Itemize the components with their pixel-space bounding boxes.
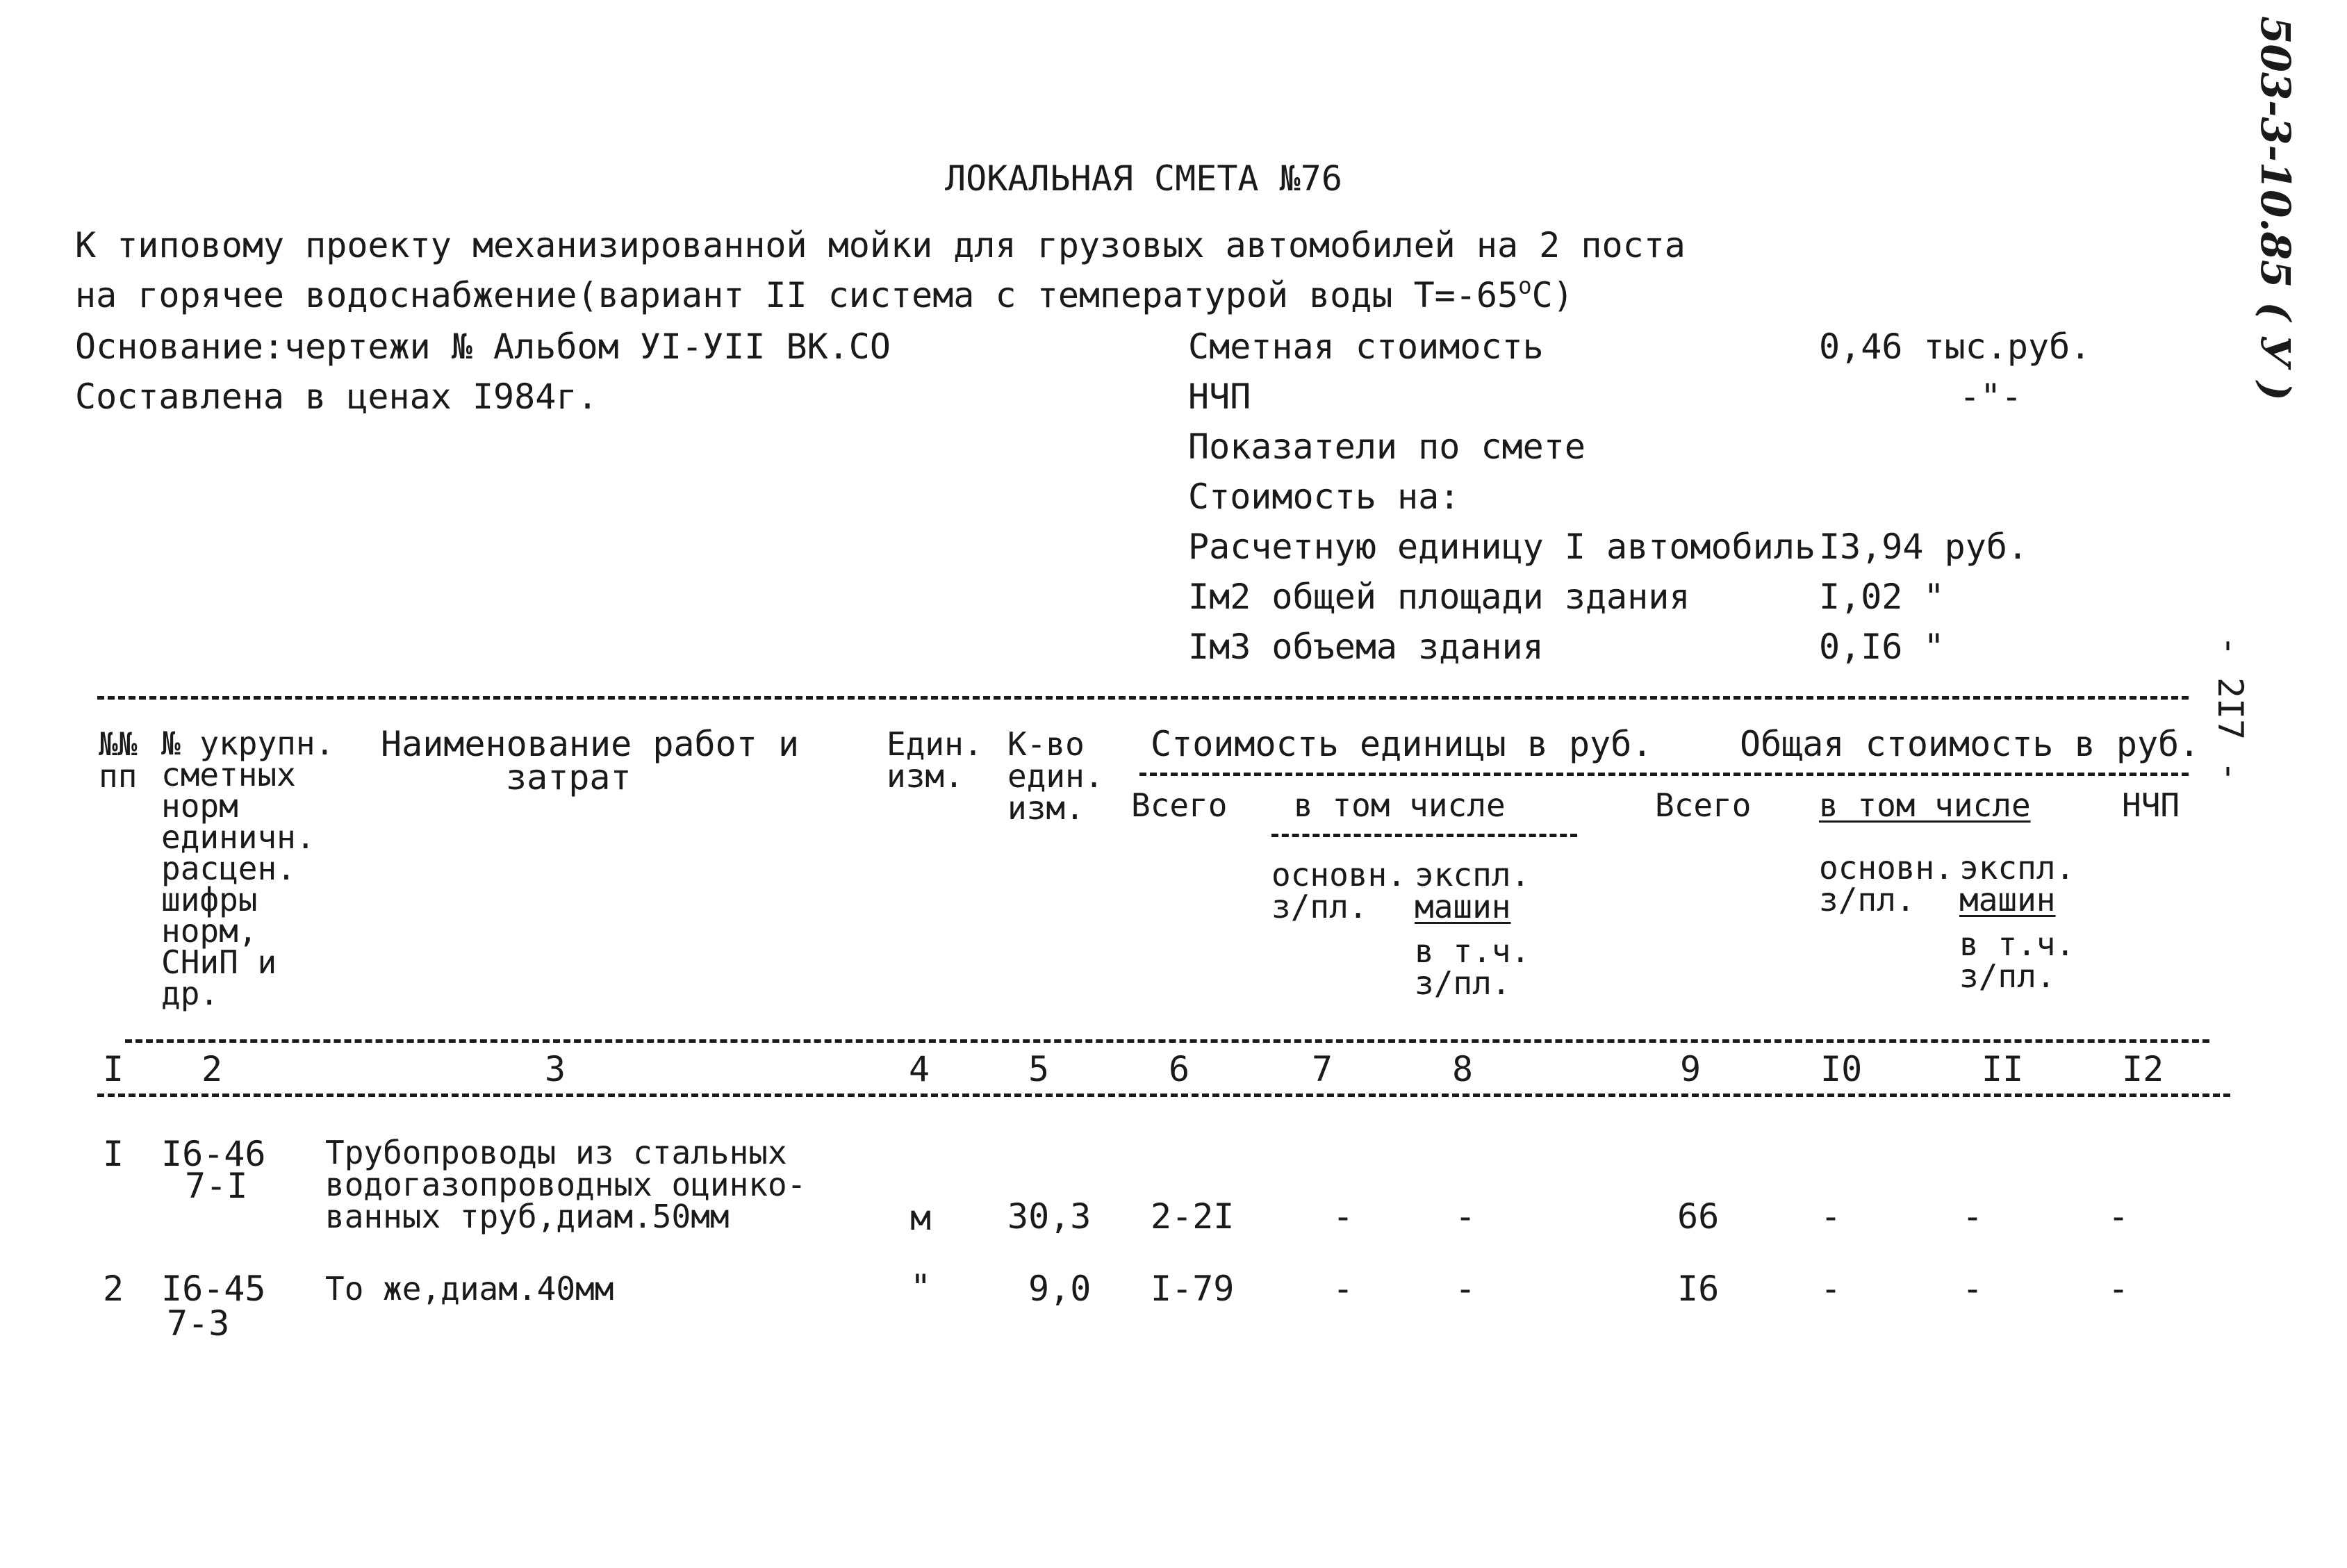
prices-line: Составлена в ценах I984г.: [75, 377, 598, 417]
row-unit-machine: -: [1455, 1196, 1476, 1237]
column-number: 7: [1312, 1049, 1333, 1089]
header-total-machine-l1: экспл.: [1959, 849, 2075, 886]
row-total-machine: -: [1962, 1196, 1984, 1237]
row-total-machine: -: [1962, 1269, 1984, 1309]
estimated-cost-label: Сметная стоимость: [1188, 327, 1544, 367]
column-number: I: [103, 1049, 124, 1089]
per-m3-value: 0,I6 ": [1819, 627, 1945, 667]
header-col5-line2: един.: [1007, 757, 1104, 795]
column-numbers-rule: [97, 1094, 2230, 1097]
header-col2-line: СНиП и: [161, 943, 277, 981]
document-code-text: 503-3-10.85 ( У ): [2252, 16, 2299, 401]
subtitle-line-2: на горячее водоснабжение(вариант II система с температурой воды $Т=-65^оС$): [75, 272, 1574, 315]
page-number: [2209, 625, 2251, 792]
row-unit-wage: -: [1333, 1196, 1354, 1237]
cost-for-label: Стоимость на:: [1188, 477, 1460, 517]
row-code-line1: I6-46: [161, 1134, 266, 1174]
header-unit-cost-group: Стоимость единицы в руб.: [1151, 724, 1653, 764]
row-total-wage: -: [1820, 1269, 1842, 1309]
row-unit-machine: -: [1455, 1269, 1476, 1309]
row-name-line1: То же,диам.40мм: [325, 1270, 614, 1307]
column-number: 6: [1169, 1049, 1190, 1089]
header-col1-line1: №№: [99, 725, 138, 763]
column-number: I0: [1820, 1049, 1863, 1089]
header-col2-line: шифры: [161, 881, 258, 918]
header-unit-machine-l1: экспл.: [1415, 856, 1531, 893]
row-total: I6: [1677, 1269, 1720, 1309]
header-total-machine-l2: машин: [1959, 881, 2056, 918]
header-total-machine-l3: в т.ч.: [1959, 925, 2075, 963]
header-total-basic-wage-l1: основн.: [1819, 849, 1954, 886]
per-unit-value: I3,94 руб.: [1819, 527, 2029, 567]
per-m2-label: Iм2 общей площади здания: [1188, 577, 1690, 617]
header-total-cost-group: Общая стоимость в руб.: [1740, 724, 2200, 764]
row-unit-total: 2-2I: [1151, 1196, 1235, 1237]
row-unit: ": [910, 1267, 932, 1307]
row-total-wage: -: [1820, 1196, 1842, 1237]
document-code-stamp: [2251, 16, 2300, 401]
indicators-label: Показатели по смете: [1188, 427, 1586, 467]
column-number: I2: [2122, 1049, 2164, 1089]
nchp-value: -"-: [1959, 377, 2023, 417]
subtitle-line-1: К типовому проекту механизированной мойки для грузовых автомобилей на 2 поста: [75, 225, 1686, 265]
basis-line: Основание:чертежи № Альбом УI-УII ВК.СО: [75, 327, 891, 367]
header-total-nchp: НЧП: [2122, 786, 2180, 824]
header-col2-line: норм,: [161, 912, 258, 950]
row-quantity: 30,3: [1007, 1196, 1092, 1237]
header-total-all: Всего: [1655, 786, 1752, 824]
header-col3-line2: затрат: [506, 757, 632, 798]
row-name-line2: водогазопроводных оцинко-: [325, 1166, 807, 1203]
header-col2: [161, 725, 335, 1012]
row-number: 2: [103, 1269, 124, 1309]
header-bottom-rule: [125, 1039, 2209, 1043]
row-unit-total: I-79: [1151, 1269, 1235, 1309]
column-number: 5: [1028, 1049, 1050, 1089]
header-col2-line: норм: [161, 787, 238, 825]
per-m2-value: I,02 ": [1819, 577, 1945, 617]
header-col4-line2: изм.: [887, 757, 964, 795]
column-number: 2: [201, 1049, 223, 1089]
row-code-line2: 7-I: [185, 1166, 248, 1206]
row-number: I: [103, 1134, 124, 1174]
header-col2-line: № укрупн.: [161, 725, 335, 762]
row-quantity: 9,0: [1028, 1269, 1092, 1309]
header-col2-line: расцен.: [161, 850, 296, 887]
column-number: 4: [909, 1049, 930, 1089]
row-code-line2: 7-3: [167, 1303, 230, 1344]
header-col5-line1: К-во: [1007, 725, 1085, 763]
row-name-line3: ванных труб,диам.50мм: [325, 1198, 730, 1235]
header-unit-all: Всего: [1131, 786, 1228, 824]
unit-incl-rule: [1271, 834, 1577, 837]
header-unit-incl: в том числе: [1294, 786, 1506, 824]
row-total: 66: [1677, 1196, 1720, 1237]
column-number: II: [1982, 1049, 2024, 1089]
header-total-basic-wage-l2: з/пл.: [1819, 881, 1916, 918]
page-number-text: - 2I7 -: [2210, 635, 2250, 782]
header-unit-machine-l2: машин: [1415, 888, 1511, 925]
document-title: ЛОКАЛЬНАЯ СМЕТА №76: [945, 158, 1342, 199]
row-name-line1: Трубопроводы из стальных: [325, 1134, 787, 1171]
table-top-rule: [97, 696, 2189, 700]
nchp-label: НЧП: [1188, 377, 1251, 417]
per-unit-label: Расчетную единицу I автомобиль: [1188, 527, 1816, 567]
header-unit-basic-wage-l2: з/пл.: [1271, 888, 1368, 925]
header-unit-machine-l3: в т.ч.: [1415, 932, 1531, 970]
estimated-cost-value: 0,46 тыс.руб.: [1819, 327, 2091, 367]
header-group-rule: [1139, 773, 2189, 776]
row-total-nchp: -: [2108, 1196, 2130, 1237]
per-m3-label: Iм3 объема здания: [1188, 627, 1544, 667]
row-unit: м: [910, 1198, 932, 1238]
header-unit-basic-wage-l1: основн.: [1271, 856, 1406, 893]
header-col4-line1: Един.: [887, 725, 983, 763]
header-col2-line: др.: [161, 975, 220, 1012]
row-code-line1: I6-45: [161, 1269, 266, 1309]
row-total-nchp: -: [2108, 1269, 2130, 1309]
header-unit-machine-l4: з/пл.: [1415, 964, 1511, 1002]
header-col1-line2: пп: [99, 757, 138, 795]
column-number: 9: [1680, 1049, 1702, 1089]
header-total-machine-l4: з/пл.: [1959, 957, 2056, 995]
header-col2-line: единичн.: [161, 818, 315, 856]
column-number: 8: [1452, 1049, 1474, 1089]
header-col2-line: сметных: [161, 756, 296, 793]
header-col5-line3: изм.: [1007, 789, 1085, 827]
header-col3-line1: Наименование работ и: [381, 724, 800, 764]
row-unit-wage: -: [1333, 1269, 1354, 1309]
column-number: 3: [545, 1049, 566, 1089]
header-total-incl: в том числе: [1819, 786, 2031, 824]
